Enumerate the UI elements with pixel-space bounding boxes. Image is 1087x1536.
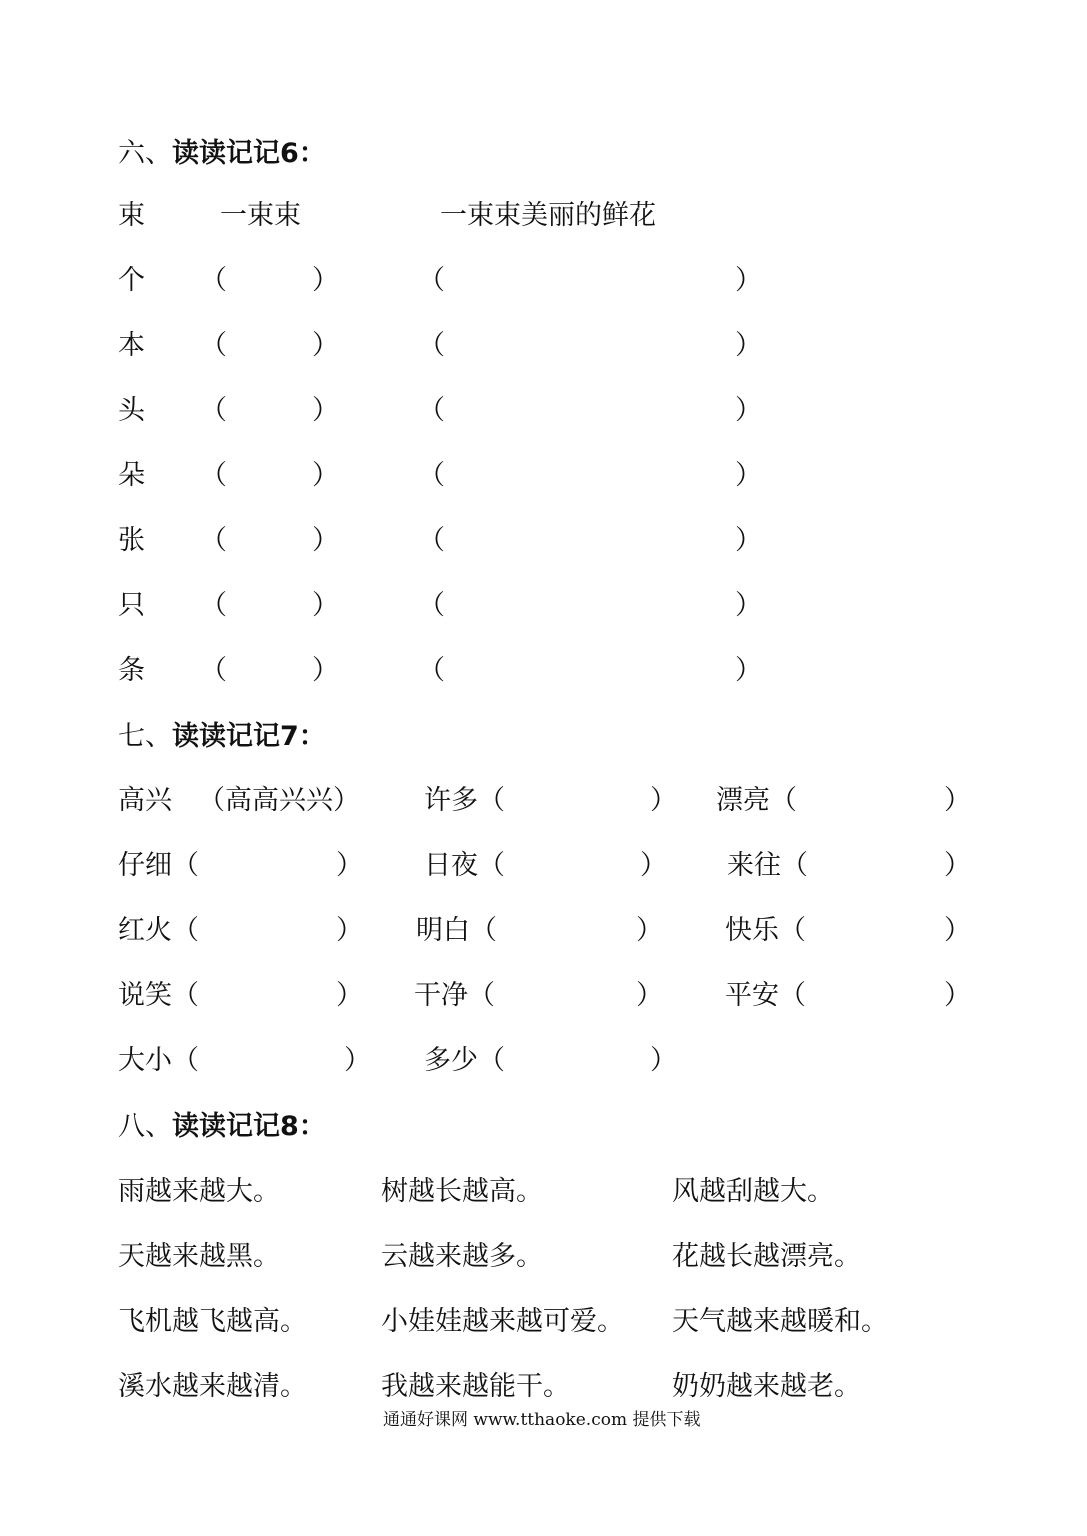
example-word: 高兴 <box>118 785 172 816</box>
long-blank-open: （ <box>418 395 445 426</box>
sentence: 云越来越多。 <box>381 1241 543 1272</box>
section-6-index: 6： <box>280 138 326 169</box>
word-blank-start: 大小（ <box>118 1045 199 1076</box>
section-8-title: 读读记记 <box>172 1111 280 1142</box>
short-blank-close: ） <box>312 655 339 686</box>
word-blank-end: ） <box>336 915 363 946</box>
word-blank-start: 红火（ <box>118 915 199 946</box>
section-7-index: 7： <box>280 721 326 752</box>
sentence: 花越长越漂亮。 <box>672 1241 861 1272</box>
word-blank-start: 日夜（ <box>424 850 505 881</box>
section-6-heading <box>118 136 326 172</box>
example-measure-char: 束 <box>118 200 145 231</box>
sentence: 溪水越来越清。 <box>118 1371 307 1402</box>
word-blank-start: 明白（ <box>416 915 497 946</box>
short-blank-open: （ <box>200 395 227 426</box>
word-blank-end: ） <box>344 1045 371 1076</box>
short-blank-close: ） <box>312 525 339 556</box>
sentence: 雨越来越大。 <box>118 1176 280 1207</box>
short-blank-close: ） <box>312 395 339 426</box>
measure-word-row-char: 头 <box>118 395 145 426</box>
example-short-phrase: 一束束 <box>220 200 301 231</box>
word-blank-start: 平安（ <box>725 980 806 1011</box>
word-blank-end: ） <box>944 915 971 946</box>
word-blank-end: ） <box>650 1045 677 1076</box>
sentence: 天越来越黑。 <box>118 1241 280 1272</box>
example-answer: （高高兴兴） <box>198 785 360 816</box>
sentence: 天气越来越暖和。 <box>672 1306 888 1337</box>
short-blank-open: （ <box>200 265 227 296</box>
long-blank-open: （ <box>418 590 445 621</box>
measure-word-row-char: 条 <box>118 655 145 686</box>
long-blank-close: ） <box>735 525 762 556</box>
section-7-heading <box>118 719 326 755</box>
word-blank-start: 来往（ <box>727 850 808 881</box>
word-blank-end: ） <box>944 980 971 1011</box>
short-blank-close: ） <box>312 460 339 491</box>
word-blank-end: ） <box>650 785 677 816</box>
long-blank-open: （ <box>418 460 445 491</box>
word-blank-end: ） <box>336 980 363 1011</box>
section-7-title: 读读记记 <box>172 721 280 752</box>
short-blank-close: ） <box>312 590 339 621</box>
long-blank-open: （ <box>418 265 445 296</box>
word-blank-end: ） <box>636 980 663 1011</box>
long-blank-close: ） <box>735 460 762 491</box>
section-6-title: 读读记记 <box>172 138 280 169</box>
sentence: 我越来越能干。 <box>381 1371 570 1402</box>
word-blank-end: ） <box>944 785 971 816</box>
long-blank-open: （ <box>418 525 445 556</box>
word-blank-start: 仔细（ <box>118 850 199 881</box>
word-blank-start: 说笑（ <box>118 980 199 1011</box>
long-blank-open: （ <box>418 330 445 361</box>
long-blank-open: （ <box>418 655 445 686</box>
short-blank-open: （ <box>200 590 227 621</box>
section-7-number: 七、 <box>118 721 172 752</box>
example-long-phrase: 一束束美丽的鲜花 <box>440 200 656 231</box>
word-blank-start: 许多（ <box>424 785 505 816</box>
measure-word-row-char: 张 <box>118 525 145 556</box>
section-8-number: 八、 <box>118 1111 172 1142</box>
word-blank-end: ） <box>944 850 971 881</box>
sentence: 风越刮越大。 <box>672 1176 834 1207</box>
word-blank-start: 漂亮（ <box>716 785 797 816</box>
short-blank-open: （ <box>200 655 227 686</box>
section-6-number: 六、 <box>118 138 172 169</box>
measure-word-row-char: 本 <box>118 330 145 361</box>
measure-word-row-char: 朵 <box>118 460 145 491</box>
short-blank-open: （ <box>200 460 227 491</box>
word-blank-end: ） <box>636 915 663 946</box>
long-blank-close: ） <box>735 265 762 296</box>
sentence: 奶奶越来越老。 <box>672 1371 861 1402</box>
sentence: 树越长越高。 <box>381 1176 543 1207</box>
measure-word-row-char: 个 <box>118 265 145 296</box>
measure-word-row-char: 只 <box>118 590 145 621</box>
long-blank-close: ） <box>735 395 762 426</box>
long-blank-close: ） <box>735 655 762 686</box>
word-blank-start: 快乐（ <box>725 915 806 946</box>
short-blank-open: （ <box>200 330 227 361</box>
word-blank-start: 多少（ <box>424 1045 505 1076</box>
section-8-heading <box>118 1109 326 1145</box>
long-blank-close: ） <box>735 330 762 361</box>
short-blank-open: （ <box>200 525 227 556</box>
short-blank-close: ） <box>312 330 339 361</box>
word-blank-start: 干净（ <box>414 980 495 1011</box>
long-blank-close: ） <box>735 590 762 621</box>
short-blank-close: ） <box>312 265 339 296</box>
section-8-index: 8： <box>280 1111 326 1142</box>
footer-credit: 通通好课网 www.tthaoke.com 提供下载 <box>383 1410 701 1430</box>
word-blank-end: ） <box>640 850 667 881</box>
sentence: 飞机越飞越高。 <box>118 1306 307 1337</box>
sentence: 小娃娃越来越可爱。 <box>381 1306 624 1337</box>
word-blank-end: ） <box>336 850 363 881</box>
